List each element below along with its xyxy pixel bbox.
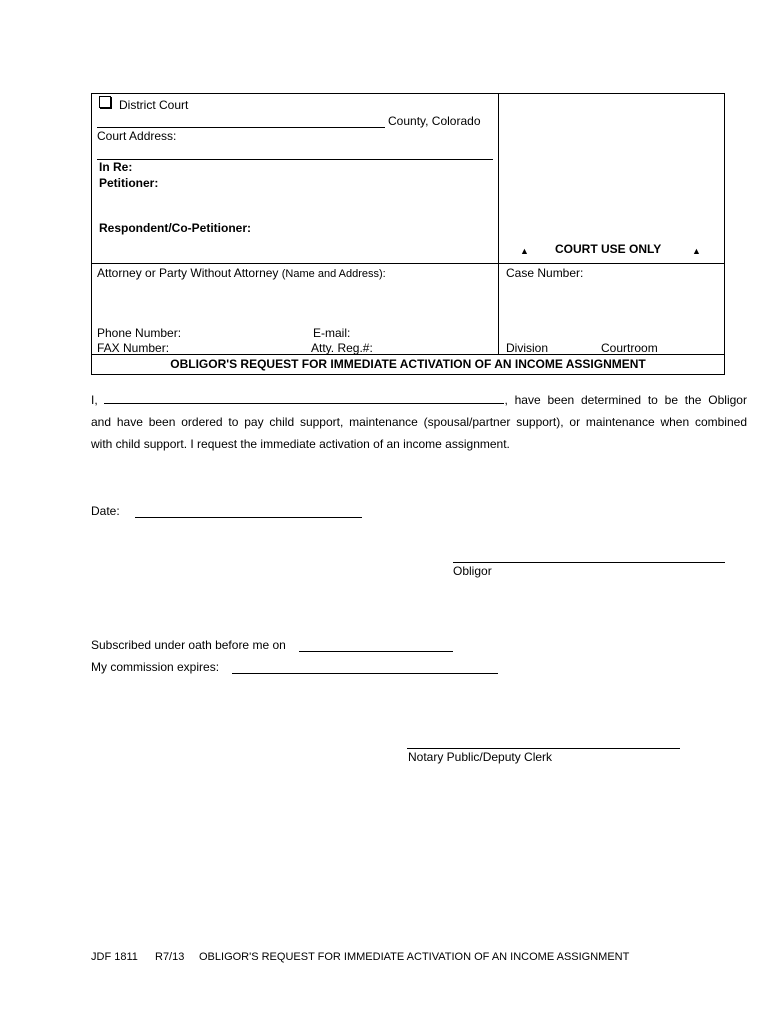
notary-signature-line[interactable] — [407, 748, 680, 749]
court-type-label: District Court — [119, 98, 189, 112]
courtroom-label: Courtroom — [601, 341, 658, 355]
line1-prefix: I, — [91, 393, 98, 407]
atty-reg-label: Atty. Reg.#: — [311, 341, 373, 355]
footer-revision: R7/13 — [155, 951, 185, 963]
up-arrow-icon: ▲ — [520, 246, 529, 256]
petitioner-label: Petitioner: — [99, 176, 159, 190]
obligor-signature-line[interactable] — [453, 562, 725, 563]
notary-label: Notary Public/Deputy Clerk — [408, 750, 553, 764]
court-use-only-label: COURT USE ONLY — [555, 242, 662, 256]
caption-box-bottom — [91, 374, 725, 375]
court-address-field[interactable] — [97, 159, 493, 160]
caption-row-divider — [91, 263, 725, 264]
division-label: Division — [506, 341, 549, 355]
subscribed-label: Subscribed under oath before me on — [91, 638, 286, 652]
footer-title: OBLIGOR'S REQUEST FOR IMMEDIATE ACTIVATION OF AN INCOME ASSIGNMENT — [199, 951, 630, 963]
county-name-field[interactable] — [97, 127, 385, 128]
email-label: E-mail: — [313, 326, 351, 340]
fax-label: FAX Number: — [97, 341, 170, 355]
caption-box-top — [91, 93, 725, 94]
commission-date-field[interactable] — [232, 673, 498, 674]
caption-box-divider — [498, 93, 499, 355]
in-re-label: In Re: — [99, 160, 133, 174]
obligor-label: Obligor — [453, 564, 492, 578]
county-suffix: County, Colorado — [388, 114, 481, 128]
date-field[interactable] — [135, 517, 362, 518]
obligor-statement-line2: and have been ordered to pay child support, maintenance (spousal/partner support), or maintenance when combined — [91, 415, 747, 429]
obligor-name-field[interactable] — [104, 391, 504, 404]
subscribed-date-field[interactable] — [299, 651, 453, 652]
phone-label: Phone Number: — [97, 326, 182, 340]
district-court-checkbox[interactable] — [99, 96, 111, 108]
commission-label: My commission expires: — [91, 660, 220, 674]
obligor-statement-line3: with child support. I request the immediate activation of an income assignment. — [91, 437, 510, 451]
respondent-label: Respondent/Co-Petitioner: — [99, 221, 251, 235]
footer-form-id: JDF 1811 — [91, 951, 138, 963]
caption-box-left — [91, 93, 92, 375]
up-arrow-icon: ▲ — [692, 246, 701, 256]
line1-suffix: , have been determined to be the Obligor — [504, 393, 747, 407]
caption-box-right — [724, 93, 725, 375]
court-address-label: Court Address: — [97, 129, 177, 143]
obligor-statement-line1 — [91, 389, 747, 411]
attorney-label — [97, 266, 386, 280]
case-number-label: Case Number: — [506, 266, 584, 280]
attorney-label-sub: (Name and Address): — [281, 268, 386, 280]
attorney-label-text: Attorney or Party Without Attorney — [97, 266, 279, 280]
form-title: OBLIGOR'S REQUEST FOR IMMEDIATE ACTIVATION OF AN INCOME ASSIGNMENT — [170, 357, 646, 371]
date-label: Date: — [91, 504, 120, 518]
